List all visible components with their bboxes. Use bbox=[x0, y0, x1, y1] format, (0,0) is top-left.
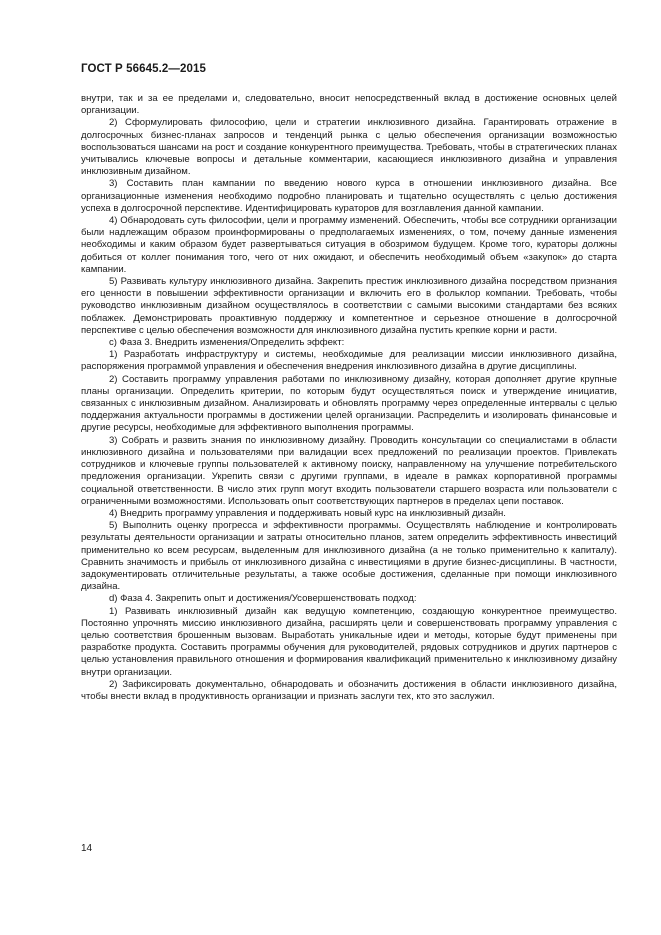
paragraph-phase2-item-3: 3) Составить план кампании по введению нового курса в отношении инклюзивного дизайна. Все организационные изменения необходимо подробно планировать и тщательно осуществлять с целью достижения успеха в долгосрочной перспективе. Идентифицировать кураторов для возглавления данной кампании. bbox=[81, 178, 617, 214]
paragraph-phase4-heading: d) Фаза 4. Закрепить опыт и достижения/Усовершенствовать подход: bbox=[109, 593, 417, 605]
paragraph-phase4-item-1: 1) Развивать инклюзивный дизайн как ведущую компетенцию, создающую конкурентное преимущество. Постоянно упрочнять миссию инклюзивного дизайна, расширять цели и совершенствовать программу управления с целью соответствия брошенным вызовам. Выработать уникальные идеи и методы, которые будут применены при разработке продукта. Составить программы обучения для руководителей, рядовых сотрудников и других партнеров с целью установления правильного отношения и формирования квалификаций применительно к инклюзивному дизайну внутри организации. bbox=[81, 605, 617, 678]
paragraph-phase3-item-4: 4) Внедрить программу управления и поддерживать новый курс на инклюзивный дизайн. bbox=[109, 507, 506, 519]
page-number: 14 bbox=[81, 843, 93, 854]
paragraph-phase2-item-5: 5) Развивать культуру инклюзивного дизайна. Закрепить престиж инклюзивного дизайна посредством признания его ценности в повышении эффективности организации и включить его в фольклор компании. Требовать, чтобы руководство инклюзивным дизайном осуществлялось в соответствии с самыми высокими стандартами без всяких поблажек. Демонстрировать проактивную поддержку и компетентное и серьезное отношение в долгосрочной перспективе с целью обеспечения возможности для инклюзивного дизайна пустить крепкие корни и расти. bbox=[81, 276, 617, 336]
paragraph-phase3-item-3: 3) Собрать и развить знания по инклюзивному дизайну. Проводить консультации со специалистами в области инклюзивного дизайна и пользователями при валидации всех предложений по реализации проектов. Привлекать сотрудников и ключевые группы пользователей к активному поиску, направленному на улучшение потребительского предложения организации. Укрепить связи с другими группами, в идеале в рамках корпоративной программы социальной ответственности. В число этих групп могут входить пользователи старшего возраста или пользователи с ограниченными возможностями. Использовать опыт соответствующих партнеров в пределах цепи поставок. bbox=[81, 434, 617, 507]
paragraph-phase3-item-5: 5) Выполнить оценку прогресса и эффективности программы. Осуществлять наблюдение и контролировать результаты деятельности организации и затраты относительно планов, затем определить эффективность инвестиций применительно ко всем ресурсам, выделенным для инклюзивного дизайна (а не только применительно к капиталу). Сравнить значимость и прибыль от инклюзивного дизайна с инвестициями в другие бизнес-дисциплины. В частности, задокументировать отличительные результаты, а также особые достижения, сделанные при помощи инклюзивного дизайна. bbox=[81, 520, 617, 593]
paragraph-phase4-item-2: 2) Зафиксировать документально, обнародовать и обозначить достижения в области инклюзивного дизайна, чтобы внести вклад в продуктивность организации и признать заслуги тех, кто это заслужил. bbox=[81, 678, 617, 702]
paragraph-continuation: внутри, так и за ее пределами и, следовательно, вносит непосредственный вклад в достижение основных целей организации. bbox=[81, 93, 617, 117]
paragraph-phase2-item-4: 4) Обнародовать суть философии, цели и программу изменений. Обеспечить, чтобы все сотрудники организации были надлежащим образом проинформированы о предполагаемых изменениях, о том, почему данные изменения необходимы и каким образом будет развертываться ситуация в обозримом будущем. Кроме того, кураторы должны добиться от коллег понимания того, чего от них ожидают, и обеспечить необходимый объем «закупок» до старта кампании. bbox=[81, 215, 617, 275]
paragraph-phase3-item-2: 2) Составить программу управления работами по инклюзивному дизайну, которая дополняет другие крупные планы организации. Определить критерии, по которым будут осуществляться поиск и утверждение инициатив, связанных с инклюзивным дизайном. Анализировать и обновлять программу через определенные интервалы с целью поддержания актуальности программы в достижении целей организации. Распределить и изолировать финансовые и другие ресурсы, необходимые для эффективного выполнения программы. bbox=[81, 373, 617, 434]
paragraph-phase3-item-1: 1) Разработать инфраструктуру и системы, необходимые для реализации миссии инклюзивного дизайна, распоряжения программой управления и обеспечения внедрения инклюзивного дизайна в другие дисциплины. bbox=[81, 349, 617, 373]
body-text bbox=[81, 93, 617, 703]
paragraph-phase2-item-2: 2) Сформулировать философию, цели и стратегии инклюзивного дизайна. Гарантировать отражение в долгосрочных бизнес-планах запросов и тенденций рынка с целью обеспечения организации возможностью воспользоваться шансами на рост и создание конкурентного преимущества. Требовать, чтобы в стратегических планах учитывались ключевые вопросы и детальные комментарии, касающиеся инклюзивного дизайна и управления инклюзивным дизайном. bbox=[81, 117, 617, 178]
paragraph-phase3-heading: c) Фаза 3. Внедрить изменения/Определить эффект: bbox=[109, 337, 345, 349]
standard-code-header: ГОСТ Р 56645.2—2015 bbox=[81, 63, 206, 75]
